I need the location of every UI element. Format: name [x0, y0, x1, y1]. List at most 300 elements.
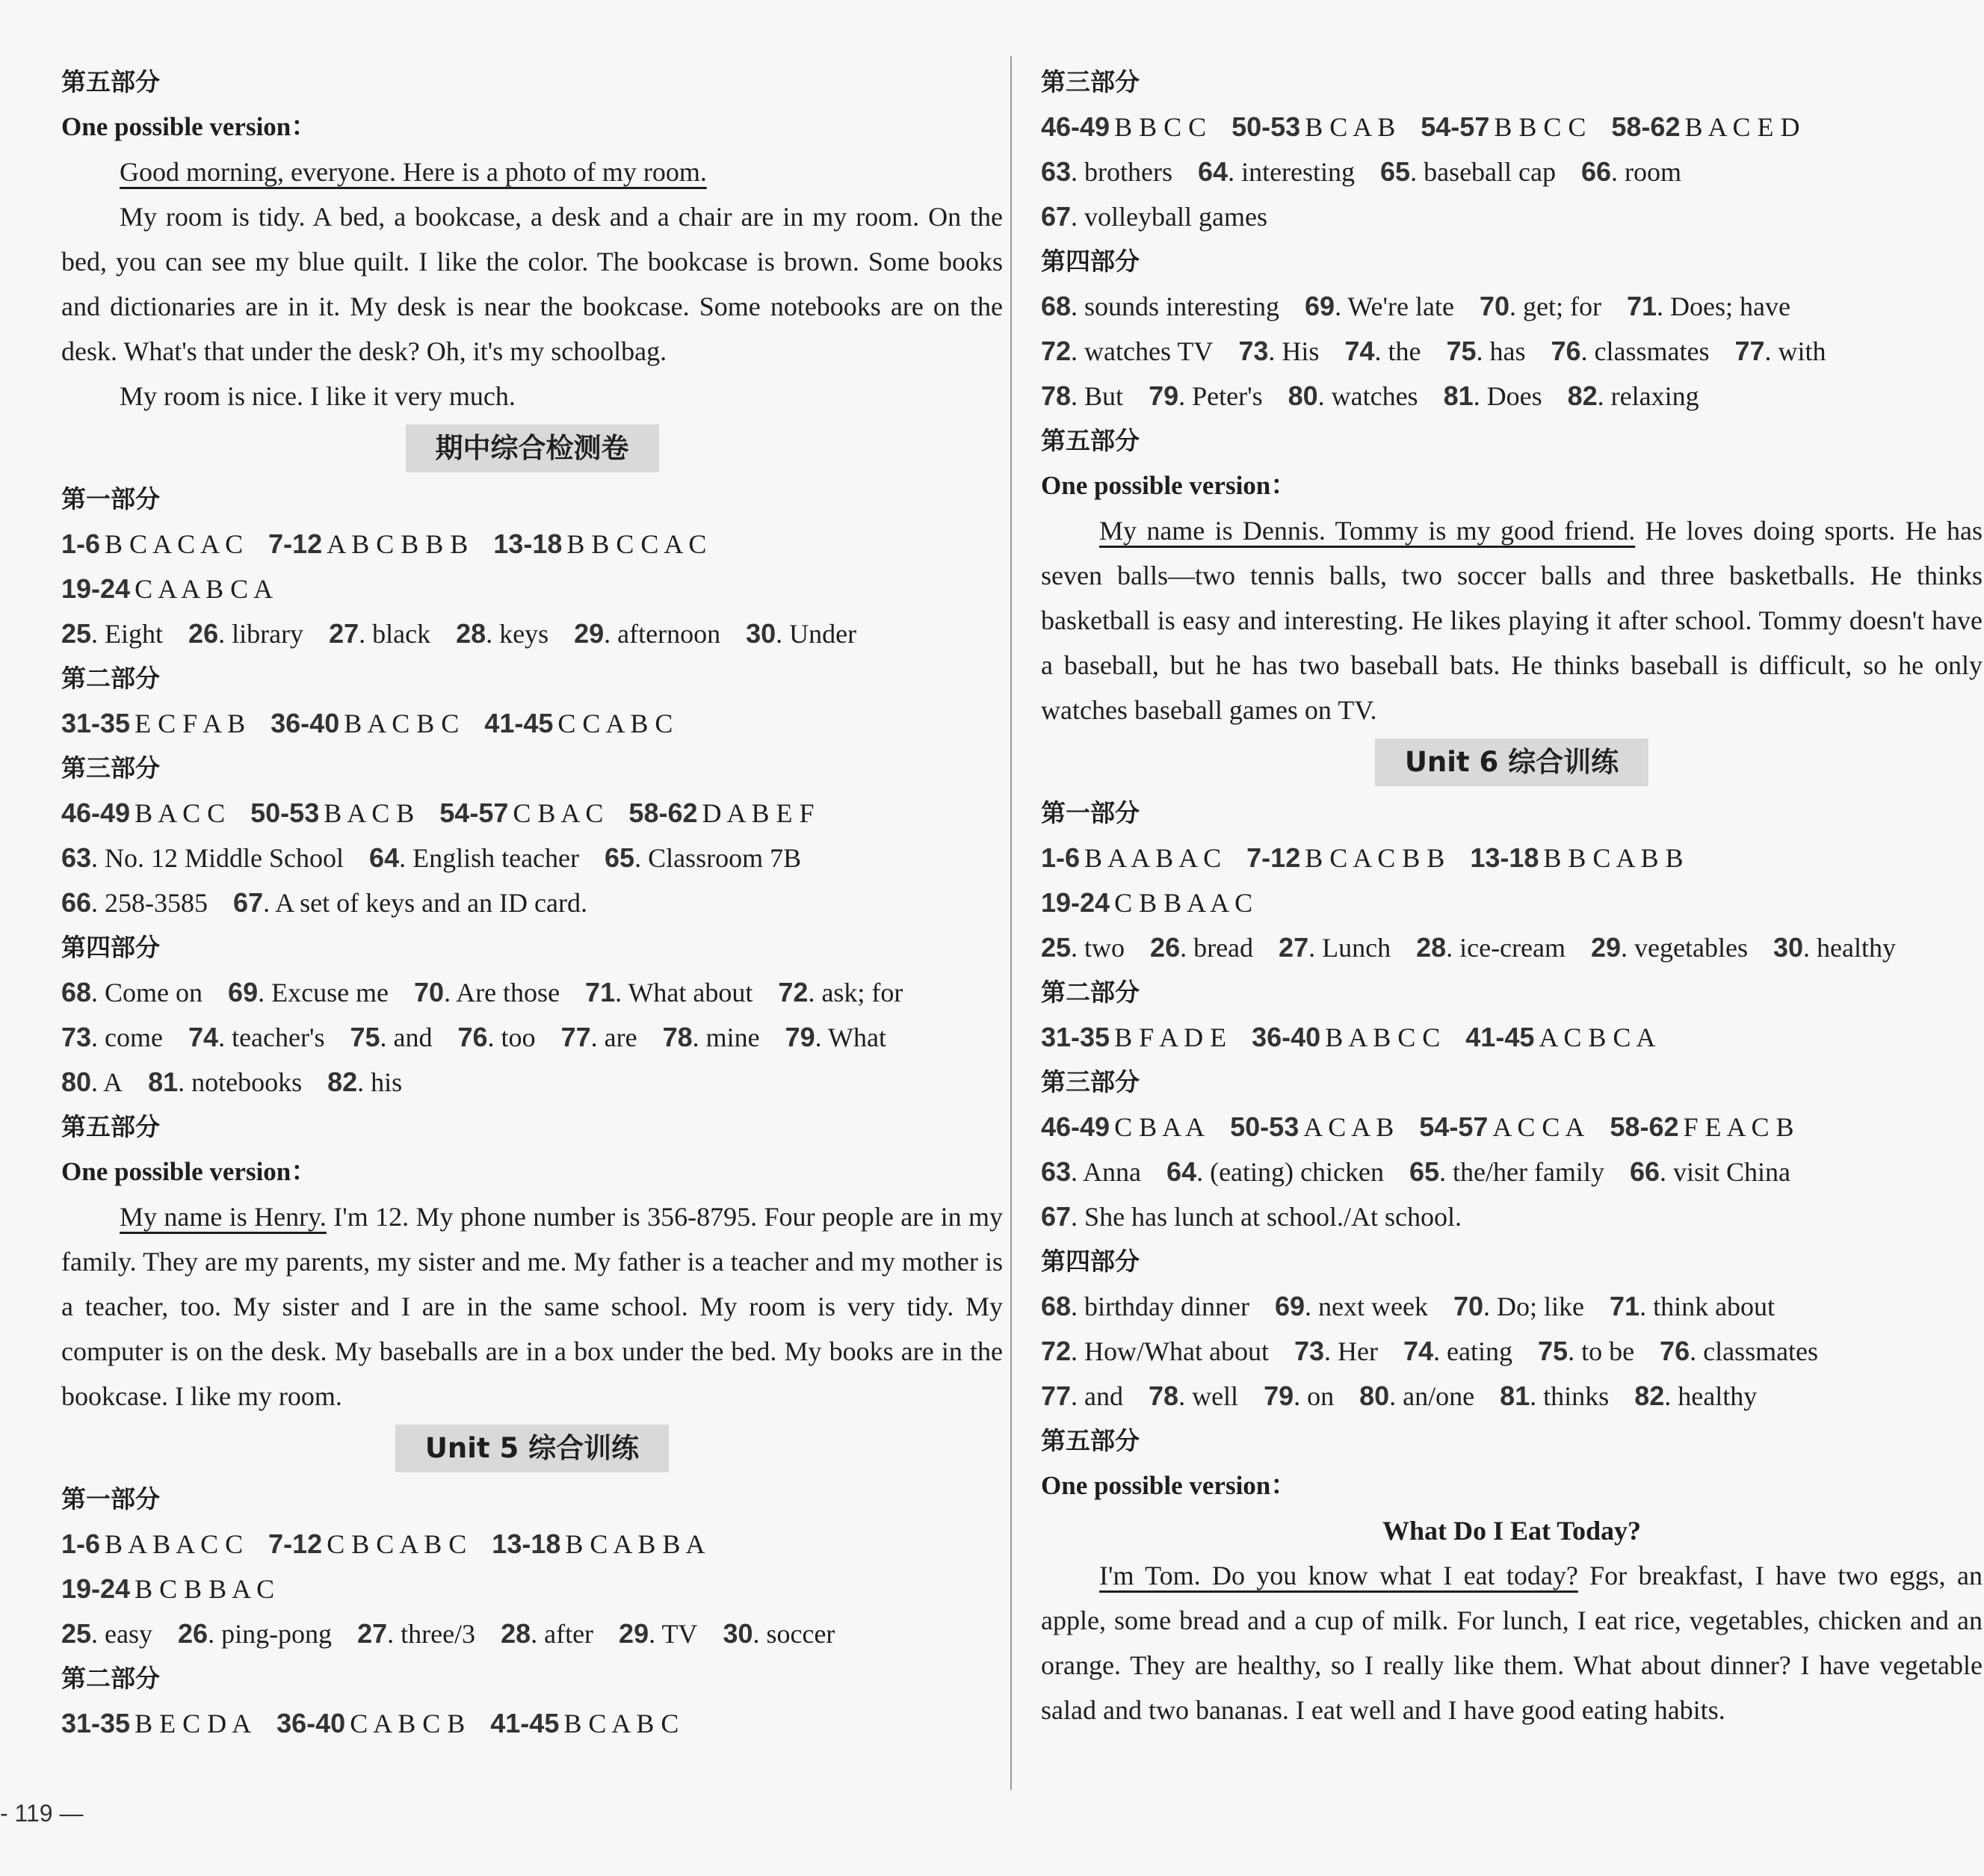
answer-item: [1453, 1292, 1584, 1321]
answer-text: A C B C A: [1539, 1022, 1656, 1052]
answer-row: [1041, 1015, 1983, 1060]
answer-rows: [61, 522, 1003, 656]
answer-text: . too: [487, 1022, 536, 1052]
question-number: 31-35: [61, 708, 131, 738]
answer-text: F E A C B: [1683, 1112, 1794, 1142]
answer-rows: [61, 1522, 1003, 1656]
answer-text: . three/3: [387, 1619, 476, 1649]
question-number: 82: [327, 1067, 358, 1097]
question-number: 7-12: [268, 528, 323, 559]
answer-item: [778, 978, 903, 1008]
answer-item: [1734, 336, 1826, 366]
answer-text: B A A B A C: [1084, 843, 1222, 873]
answer-text: B A B C C: [1325, 1022, 1441, 1052]
answer-item: [228, 978, 389, 1008]
composition-paragraph: My room is tidy. A bed, a bookcase, a desk and a chair are in my room. On the bed, you can see my blue quilt. I like the color. The bookcase is brown. Some books and dictionaries are in it. My desk is near the bookcase. Some notebooks are on the desk. What's that under the desk? Oh, it's my schoolbag.: [61, 202, 1003, 366]
section-title: [61, 1419, 1003, 1477]
question-number: 54-57: [439, 797, 509, 828]
page-number: [0, 1800, 83, 1827]
question-number: 66: [1629, 1156, 1660, 1187]
answer-item: [1344, 336, 1421, 366]
question-number: 80: [1359, 1380, 1390, 1411]
composition-paragraph: My room is nice. I like it very much.: [120, 381, 516, 411]
answer-row: [1041, 1105, 1983, 1150]
answer-text: C A B C B: [350, 1709, 466, 1738]
answer-text: . to be: [1568, 1336, 1635, 1366]
answer-item: [1634, 1381, 1757, 1411]
section-label: 第一部分: [1041, 798, 1140, 827]
answer-item: [1041, 336, 1213, 366]
answer-text: . (eating) chicken: [1196, 1157, 1384, 1187]
question-number: 79: [1264, 1380, 1294, 1411]
question-number: 50-53: [1231, 111, 1301, 142]
answer-text: B A B A C C: [105, 1529, 244, 1559]
answer-row: [61, 1611, 1003, 1656]
answer-item: [1480, 291, 1601, 321]
question-number: 25: [1041, 932, 1072, 963]
answer-item: [1403, 1336, 1512, 1366]
question-number: 72: [1041, 336, 1072, 366]
answer-item: [785, 1022, 886, 1052]
answer-item: [1421, 112, 1586, 142]
answer-text: . mine: [692, 1022, 760, 1052]
answer-row: [61, 970, 1003, 1015]
question-number: 81: [148, 1067, 179, 1097]
answer-item: [327, 1067, 402, 1097]
question-number: 31-35: [1041, 1022, 1110, 1052]
answer-item: [1246, 843, 1444, 873]
answer-item: [1305, 291, 1454, 321]
answer-text: B E C D A: [135, 1709, 252, 1738]
answer-item: [492, 1529, 705, 1559]
answer-text: B A C E D: [1684, 112, 1800, 142]
answer-text: . with: [1764, 336, 1826, 366]
answer-text: . the: [1374, 336, 1421, 366]
answer-text: . come: [91, 1022, 164, 1052]
answer-item: [1416, 933, 1566, 963]
question-number: 67: [1041, 201, 1072, 232]
answer-row: [1041, 284, 1983, 329]
question-number: 36-40: [1252, 1022, 1321, 1052]
question-number: 81: [1500, 1380, 1530, 1411]
question-number: 7-12: [1246, 842, 1301, 873]
section-label: 第三部分: [1041, 67, 1140, 96]
answer-item: [250, 798, 414, 828]
answer-text: . bread: [1180, 933, 1254, 963]
answer-item: [1264, 1381, 1334, 1411]
answer-row: [1041, 1194, 1983, 1239]
answer-item: [456, 619, 548, 649]
answer-text: . get; for: [1509, 291, 1601, 321]
answer-item: [663, 1022, 760, 1052]
question-number: 70: [414, 977, 445, 1008]
question-number: 69: [1305, 291, 1335, 321]
question-number: 63: [1041, 1156, 1072, 1187]
answer-row: [1041, 836, 1983, 880]
answer-text: C B A A: [1114, 1112, 1205, 1142]
answer-item: [1409, 1157, 1604, 1187]
version-label: One possible version：: [1041, 1471, 1297, 1500]
question-number: 68: [1041, 1291, 1072, 1321]
answer-text: . afternoon: [604, 619, 721, 649]
question-number: 70: [1479, 291, 1509, 321]
answer-item: [1041, 933, 1125, 963]
answer-text: . black: [359, 619, 431, 649]
answer-item: [178, 1619, 332, 1649]
essay-title: What Do I Eat Today?: [1382, 1516, 1642, 1546]
answer-text: C B C A B C: [327, 1529, 467, 1559]
question-number: 31-35: [61, 1708, 131, 1738]
answer-item: [1444, 381, 1542, 411]
question-number: 1-6: [61, 1528, 101, 1559]
section-label: 第一部分: [61, 1484, 160, 1514]
section-label: 第五部分: [61, 1112, 160, 1141]
question-number: 73: [1294, 1336, 1325, 1366]
midterm-title: 期中综合检测卷: [406, 425, 659, 472]
answer-text: C B B A A C: [1114, 888, 1253, 918]
answer-text: . well: [1178, 1381, 1239, 1411]
section-label: 第二部分: [61, 1664, 160, 1693]
answer-item: [1294, 1336, 1378, 1366]
answer-rows: [1041, 1015, 1983, 1060]
question-number: 58-62: [1610, 1111, 1679, 1142]
answer-item: [271, 709, 459, 738]
question-number: 26: [1150, 932, 1181, 963]
answer-item: [561, 1022, 637, 1052]
section-label: 第四部分: [61, 933, 160, 962]
answer-text: E C F A B: [135, 709, 246, 738]
question-number: 75: [350, 1022, 380, 1052]
answer-text: . Does; have: [1656, 291, 1790, 321]
answer-text: . keys: [486, 619, 549, 649]
underlined-opening: Good morning, everyone. Here is a photo of my room.: [120, 157, 707, 187]
question-number: 28: [1416, 932, 1447, 963]
answer-text: . ping-pong: [208, 1619, 333, 1649]
answer-text: . watches: [1317, 381, 1418, 411]
answer-item: [1500, 1381, 1609, 1411]
answer-item: [1279, 933, 1391, 963]
answer-item: [61, 1574, 274, 1604]
question-number: 76: [1551, 336, 1581, 366]
answer-text: . No. 12 Middle School: [91, 843, 344, 873]
answer-item: [493, 529, 706, 559]
answer-row: [1041, 925, 1983, 970]
answer-item: [61, 798, 225, 828]
answer-text: . interesting: [1228, 157, 1356, 187]
answer-item: [233, 888, 587, 918]
question-number: 29: [1590, 932, 1622, 963]
question-number: 30: [723, 1618, 753, 1649]
answer-item: [1150, 933, 1253, 963]
question-number: 54-57: [1421, 111, 1490, 142]
answer-row: [1041, 105, 1983, 149]
answer-text: . has: [1476, 336, 1526, 366]
answer-item: [1041, 888, 1252, 918]
answer-text: . and: [1071, 1381, 1124, 1411]
composition-paragraph: [1041, 508, 1983, 732]
answer-item: [1149, 1381, 1238, 1411]
answer-text: . birthday dinner: [1071, 1292, 1249, 1321]
answer-item: [1041, 1336, 1269, 1366]
answer-text: A C A B: [1303, 1112, 1394, 1142]
answer-item: [1275, 1292, 1428, 1321]
question-number: 13-18: [1470, 842, 1539, 873]
question-number: 58-62: [1611, 111, 1681, 142]
answer-row: [61, 791, 1003, 836]
answer-item: [1288, 381, 1418, 411]
answer-text: . Lunch: [1308, 933, 1391, 963]
answer-item: [1419, 1112, 1584, 1142]
question-number: 65: [605, 842, 635, 873]
answer-item: [1041, 843, 1221, 873]
answer-item: [1568, 381, 1699, 411]
answer-text: . Anna: [1071, 1157, 1142, 1187]
answer-text: . Come on: [91, 978, 203, 1008]
answer-rows: [1041, 1284, 1983, 1419]
page-number-dash: -: [0, 1800, 15, 1827]
question-number: 79: [1149, 380, 1179, 411]
answer-item: [329, 619, 430, 649]
question-number: 66: [61, 887, 92, 918]
answer-text: . Do; like: [1483, 1292, 1585, 1321]
question-number: 63: [1041, 156, 1072, 187]
answer-item: [439, 798, 603, 828]
question-number: 72: [1041, 1336, 1072, 1366]
answer-text: . library: [218, 619, 304, 649]
answer-row: [61, 611, 1003, 656]
answer-rows: [61, 791, 1003, 925]
answer-row: [1041, 149, 1983, 194]
answer-item: [1252, 1022, 1440, 1052]
question-number: 25: [61, 618, 92, 649]
section-label: 第五部分: [61, 67, 160, 96]
answer-row: [1041, 329, 1983, 374]
answer-rows: [1041, 836, 1983, 970]
answer-item: [574, 619, 720, 649]
question-number: 64: [369, 842, 400, 873]
answer-item: [1630, 1157, 1790, 1187]
unit6-title: Unit 6 综合训练: [1375, 738, 1648, 786]
answer-item: [268, 1529, 466, 1559]
question-number: 73: [61, 1022, 92, 1052]
answer-text: . eating: [1433, 1336, 1513, 1366]
version-label: One possible version：: [1041, 471, 1297, 500]
answer-item: [357, 1619, 475, 1649]
answer-item: [1231, 112, 1395, 142]
answer-item: [1041, 1157, 1141, 1187]
composition-body: He loves doing sports. He has seven balls—two tennis balls, two soccer balls and three basketballs. He thinks basketball is easy and interesting. He likes playing it after school. Tommy doesn't have a baseball, but he has two baseball bats. He thinks baseball is difficult, so he only watches baseball games on TV.: [1041, 516, 1983, 725]
answer-text: . Under: [776, 619, 857, 649]
question-number: 41-45: [1465, 1022, 1535, 1052]
question-number: 63: [61, 842, 92, 873]
right-column: [1041, 60, 1983, 1732]
answer-item: [61, 709, 245, 738]
composition-paragraph: [61, 1194, 1003, 1419]
question-number: 29: [619, 1618, 649, 1649]
answer-item: [61, 1022, 163, 1052]
answer-text: B B C C: [1114, 112, 1207, 142]
answer-text: B C A B B A: [565, 1529, 705, 1559]
question-number: 74: [188, 1022, 219, 1052]
answer-text: . Eight: [91, 619, 164, 649]
answer-text: . His: [1268, 336, 1320, 366]
answer-item: [1446, 336, 1525, 366]
question-number: 7-12: [268, 1528, 323, 1559]
version-label: One possible version：: [61, 112, 318, 141]
answer-item: [1359, 1381, 1474, 1411]
answer-text: . teacher's: [218, 1022, 325, 1052]
underlined-opening: My name is Dennis. Tommy is my good friend.: [1099, 516, 1636, 546]
answer-item: [61, 843, 344, 873]
answer-item: [484, 709, 673, 738]
answer-rows: [61, 970, 1003, 1105]
answer-text: . two: [1071, 933, 1125, 963]
section-label: 第五部分: [1041, 426, 1140, 455]
answer-text: . What about: [615, 978, 753, 1008]
answer-item: [1149, 381, 1263, 411]
answer-item: [1627, 291, 1790, 321]
answer-item: [61, 978, 203, 1008]
question-number: 75: [1446, 336, 1477, 366]
question-number: 71: [1626, 291, 1657, 321]
unit5-title: Unit 5 综合训练: [395, 1425, 669, 1472]
question-number: 78: [1149, 1380, 1179, 1411]
answer-item: [61, 1709, 251, 1738]
question-number: 74: [1403, 1336, 1434, 1366]
question-number: 28: [501, 1618, 531, 1649]
answer-text: . But: [1071, 381, 1124, 411]
question-number: 19-24: [1041, 887, 1110, 918]
answer-row: [61, 1567, 1003, 1611]
answer-rows: [61, 1701, 1003, 1746]
answer-text: C A A B C A: [135, 574, 274, 604]
composition-body: For breakfast, I have two eggs, an apple, some bread and a cup of milk. For lunch, I eat rice, vegetables, chicken and an orange. They are healthy, so I really like them. What about dinner? I have vegetable salad and two bananas. I eat well and I have good eating habits.: [1041, 1561, 1983, 1725]
section-title: [61, 419, 1003, 477]
answer-item: [188, 619, 303, 649]
answer-item: [1041, 112, 1206, 142]
question-number: 69: [228, 977, 259, 1008]
answer-item: [369, 843, 579, 873]
question-number: 46-49: [61, 797, 131, 828]
answer-text: . relaxing: [1597, 381, 1699, 411]
answer-text: . TV: [649, 1619, 698, 1649]
answer-text: B C A B C: [563, 1709, 679, 1738]
question-number: 67: [1041, 1201, 1072, 1232]
answer-text: . classmates: [1690, 1336, 1819, 1366]
section-label: 第五部分: [1041, 1426, 1140, 1455]
question-number: 26: [188, 618, 219, 649]
answer-row: [1041, 1284, 1983, 1329]
question-number: 77: [560, 1022, 591, 1052]
question-number: 19-24: [61, 1573, 131, 1604]
answer-text: B C A C B B: [1305, 843, 1445, 873]
answer-row: [61, 836, 1003, 880]
answer-row: [61, 701, 1003, 746]
answer-item: [1041, 1202, 1462, 1232]
answer-row: [61, 880, 1003, 925]
answer-rows: [1041, 1105, 1983, 1239]
answer-text: . next week: [1305, 1292, 1428, 1321]
answer-text: B A C C: [135, 798, 226, 828]
question-number: 76: [457, 1022, 488, 1052]
answer-text: . baseball cap: [1410, 157, 1556, 187]
answer-item: [61, 1619, 152, 1649]
answer-text: . his: [357, 1067, 403, 1097]
question-number: 64: [1166, 1156, 1197, 1187]
answer-item: [61, 574, 273, 604]
answer-text: . What: [815, 1022, 886, 1052]
question-number: 78: [662, 1022, 693, 1052]
answer-text: . Her: [1324, 1336, 1378, 1366]
answer-text: C B A C: [513, 798, 604, 828]
question-number: 68: [1041, 291, 1072, 321]
answer-item: [1773, 933, 1896, 963]
answer-item: [1465, 1022, 1655, 1052]
answer-text: . think about: [1640, 1292, 1776, 1321]
question-number: 27: [1279, 932, 1309, 963]
question-number: 74: [1344, 336, 1375, 366]
question-number: 72: [778, 977, 809, 1008]
section-label: 第三部分: [61, 753, 160, 783]
answer-text: . Are those: [444, 978, 560, 1008]
answer-item: [1166, 1157, 1384, 1187]
section-label: 第三部分: [1041, 1067, 1140, 1096]
answer-item: [1610, 1112, 1793, 1142]
question-number: 78: [1041, 380, 1072, 411]
answer-text: . vegetables: [1621, 933, 1748, 963]
answer-text: . brothers: [1071, 157, 1173, 187]
answer-item: [414, 978, 560, 1008]
answer-item: [188, 1022, 324, 1052]
question-number: 50-53: [250, 797, 320, 828]
answer-text: B B C A B B: [1543, 843, 1684, 873]
question-number: 54-57: [1419, 1111, 1489, 1142]
answer-item: [1660, 1336, 1818, 1366]
section-label: 第四部分: [1041, 247, 1140, 276]
question-number: 77: [1041, 1380, 1072, 1411]
answer-rows: [1041, 105, 1983, 239]
answer-text: B C A C A C: [105, 529, 244, 559]
question-number: 27: [329, 618, 359, 649]
answer-row: [61, 1522, 1003, 1567]
section-label: 第二部分: [1041, 978, 1140, 1007]
answer-item: [619, 1619, 697, 1649]
answer-text: C C A B C: [557, 709, 673, 738]
answer-text: B C B B A C: [135, 1574, 275, 1604]
answer-text: . Excuse me: [258, 978, 389, 1008]
answer-item: [458, 1022, 536, 1052]
answer-text: . watches TV: [1071, 336, 1214, 366]
answer-text: . the/her family: [1439, 1157, 1604, 1187]
answer-text: . on: [1294, 1381, 1335, 1411]
question-number: 71: [585, 977, 616, 1008]
answer-row: [1041, 1150, 1983, 1194]
answer-item: [1230, 1112, 1394, 1142]
answer-text: . are: [590, 1022, 637, 1052]
answer-item: [276, 1709, 465, 1738]
question-number: 36-40: [271, 708, 340, 738]
answer-text: . notebooks: [178, 1067, 303, 1097]
question-number: 71: [1610, 1291, 1640, 1321]
answer-item: [61, 619, 163, 649]
answer-item: [585, 978, 753, 1008]
question-number: 70: [1453, 1291, 1484, 1321]
question-number: 82: [1567, 380, 1598, 411]
answer-text: . Classroom 7B: [634, 843, 802, 873]
answer-item: [1610, 1292, 1775, 1321]
answer-text: . classmates: [1580, 336, 1710, 366]
composition-paragraph: [61, 149, 1003, 194]
